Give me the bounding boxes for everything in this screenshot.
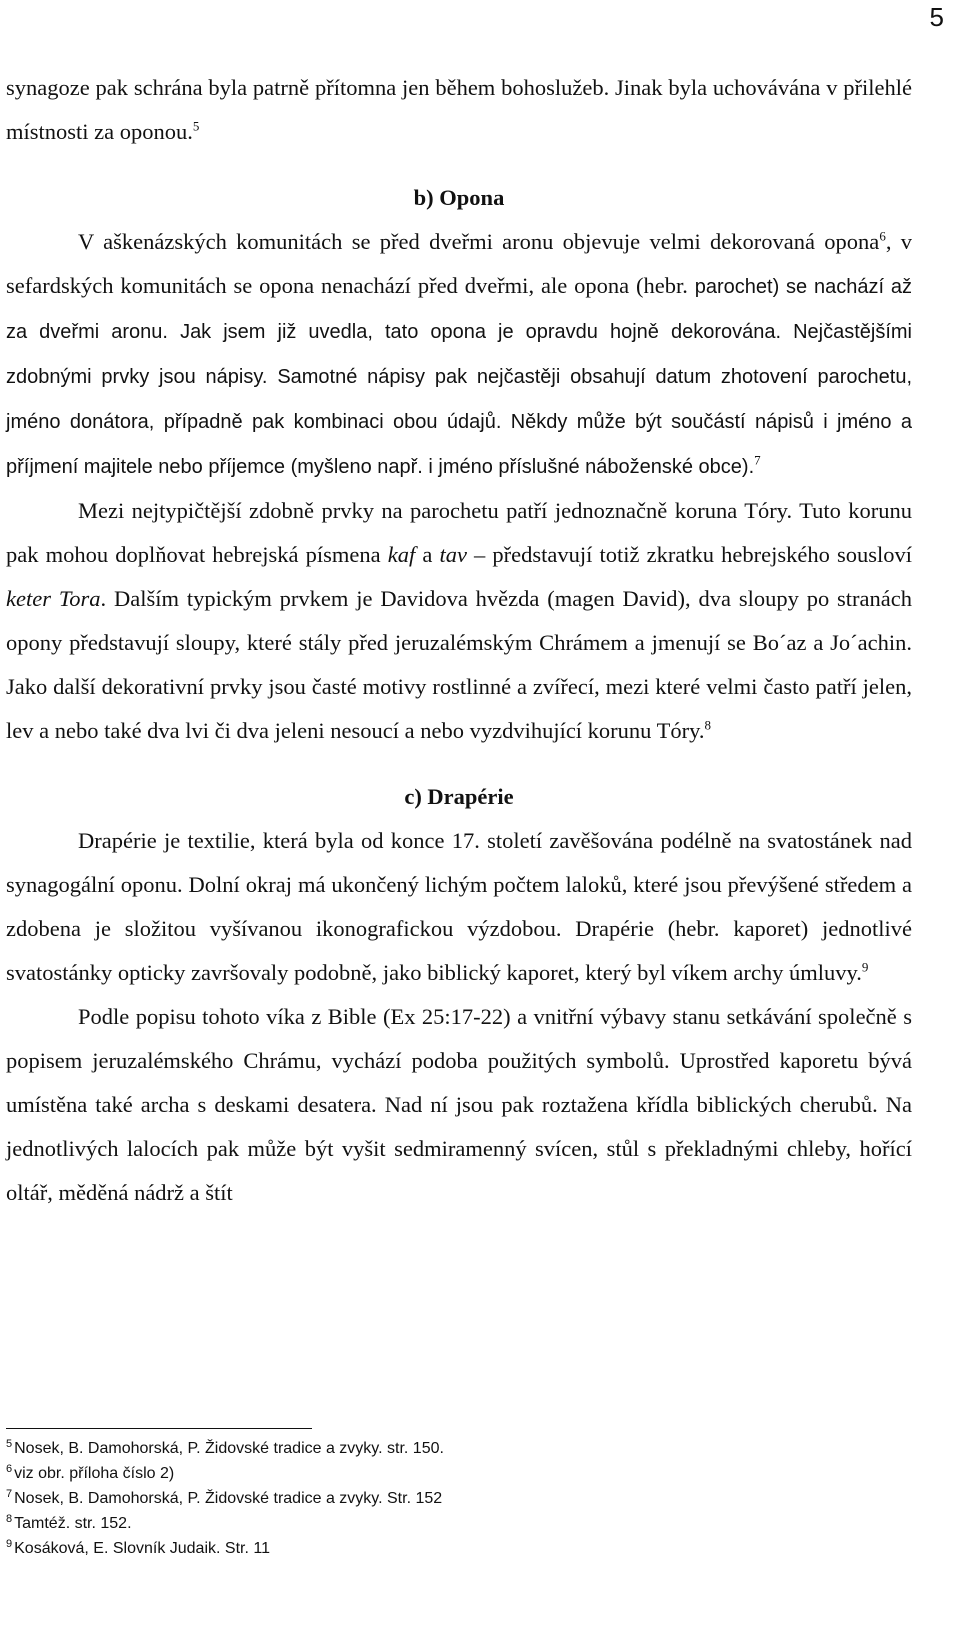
text-opona-1b: , v sefardských komunitách se opona nenachází před dveřmi, ale opona (hebr. [6, 229, 913, 298]
footnote-number: 6 [6, 1462, 13, 1475]
text-opona-2a2: a [422, 542, 433, 567]
text-draperie-1a: Drapérie je textilie, která byla od konce 17. století zavěšována podélně na svatostánek nad synagogální oponu. [6, 828, 912, 897]
footnote-number: 9 [6, 1537, 13, 1550]
continuation-paragraph [6, 66, 912, 154]
text-opona-1e: Samotné nápisy pak nejčastěji obsahují datum zhotovení parochetu, jméno donátora, případně pak kombinaci obou údajů. Někdy může být součástí nápisů i jméno a příjmení majitele nebo příjemce (myšleno např. i jméno příslušné náboženské obce). [6, 366, 912, 478]
footnote-number: 8 [6, 1512, 13, 1525]
text-draperie-1c: kaporet) jednotlivé svatostánky opticky završovaly podobně, [6, 916, 912, 985]
text-opona-1c: parochet) se nachází až za dveřmi aronu. [6, 276, 913, 343]
paragraph-opona-2 [6, 489, 912, 753]
term-tav: tav [439, 542, 467, 567]
text-draperie-1d: jako biblický kaporet, který byl víkem archy úmluvy. [382, 960, 862, 985]
footnote-ref-8: 8 [704, 717, 712, 733]
page-number: 5 [929, 2, 944, 32]
footnote-item [6, 1486, 906, 1511]
footnote-ref-9: 9 [861, 959, 869, 975]
term-keter-tora: keter Tora [6, 586, 101, 611]
footnote-ref-7: 7 [754, 452, 761, 468]
footnote-item [6, 1511, 906, 1536]
paragraph-draperie-2 [6, 995, 912, 1215]
footnote-text: Nosek, B. Damohorská, P. Židovské tradice a zvyky. Str. 152 [14, 1490, 443, 1507]
footnote-text: Kosáková, E. Slovník Judaik. Str. 11 [14, 1540, 270, 1557]
section-heading-draperie: c) Drapérie [404, 784, 514, 809]
footnote-text: Tamtéž. str. 152. [14, 1515, 132, 1532]
text-draperie-2: Podle popisu tohoto víka z Bible (Ex 25:17-22) a vnitřní výbavy stanu setkávání společně s popisem jeruzalémského Chrámu, vychází podoba použitých symbolů. Uprostřed kaporetu bývá umístěna také archa s deskami desatera. Nad ní jsou pak roztažena křídla biblických cherubů. Na jednotlivých lalocích pak může být vyšit sedmiramenný svícen, stůl s překladnými chleby, hořící oltář, měděná nádrž a štít [6, 1004, 912, 1205]
text-opona-1a: V aškenázských komunitách se před dveřmi aronu objevuje velmi dekorovaná opona [78, 229, 880, 254]
term-kaf: kaf [387, 542, 416, 567]
text-opona-1d: Jak jsem již uvedla, tato opona je opravdu hojně dekorována. Nejčastějšími zdobnými prvky jsou nápisy. [6, 321, 912, 388]
text-opona-2b: – představují totiž zkratku hebrejského sousloví [474, 542, 912, 567]
footnote-separator [6, 1428, 312, 1429]
footnote-number: 7 [6, 1487, 13, 1500]
footnotes [6, 1436, 906, 1561]
footnote-item [6, 1536, 906, 1561]
main-content [6, 176, 912, 1215]
section-heading-opona: b) Opona [413, 185, 505, 210]
continuation-text: synagoze pak schrána byla patrně přítomna jen během bohoslužeb. Jinak byla uchovávána v přilehlé místnosti za oponou. [6, 75, 912, 144]
text-opona-2a: Mezi nejtypičtější zdobně prvky na parochetu patří jednoznačně koruna Tóry. Tuto korunu pak mohou doplňovat hebrejská písmena [6, 498, 912, 567]
text-opona-2c: . Dalším typickým prvkem je Davidova hvězda (magen David), dva sloupy po stranách opony představují sloupy, které stály před jeruzalémským Chrámem a jmenují se Bo´az a Jo´achin. Jako další dekorativní prvky jsou časté motivy rostlinné a zvířecí, mezi které velmi často patří jelen, lev a nebo také dva lvi či dva jeleni nesoucí a nebo vyzdvihující korunu Tóry. [6, 586, 913, 743]
footnote-item [6, 1461, 906, 1486]
footnote-number: 5 [6, 1437, 13, 1450]
footnote-text: Nosek, B. Damohorská, P. Židovské tradice a zvyky. str. 150. [14, 1440, 444, 1457]
footnote-text: viz obr. příloha číslo 2) [14, 1465, 175, 1482]
footnote-ref-6: 6 [879, 228, 886, 244]
paragraph-draperie-1 [6, 819, 912, 995]
footnote-item [6, 1436, 906, 1461]
paragraph-opona-1 [6, 220, 912, 489]
footnote-ref-5: 5 [192, 118, 200, 134]
text-draperie-1b: Dolní okraj má ukončený lichým počtem laloků, které jsou převýšené středem a zdobena je složitou vyšívanou ikonografickou výzdobou. Drapérie (hebr. [6, 872, 913, 941]
